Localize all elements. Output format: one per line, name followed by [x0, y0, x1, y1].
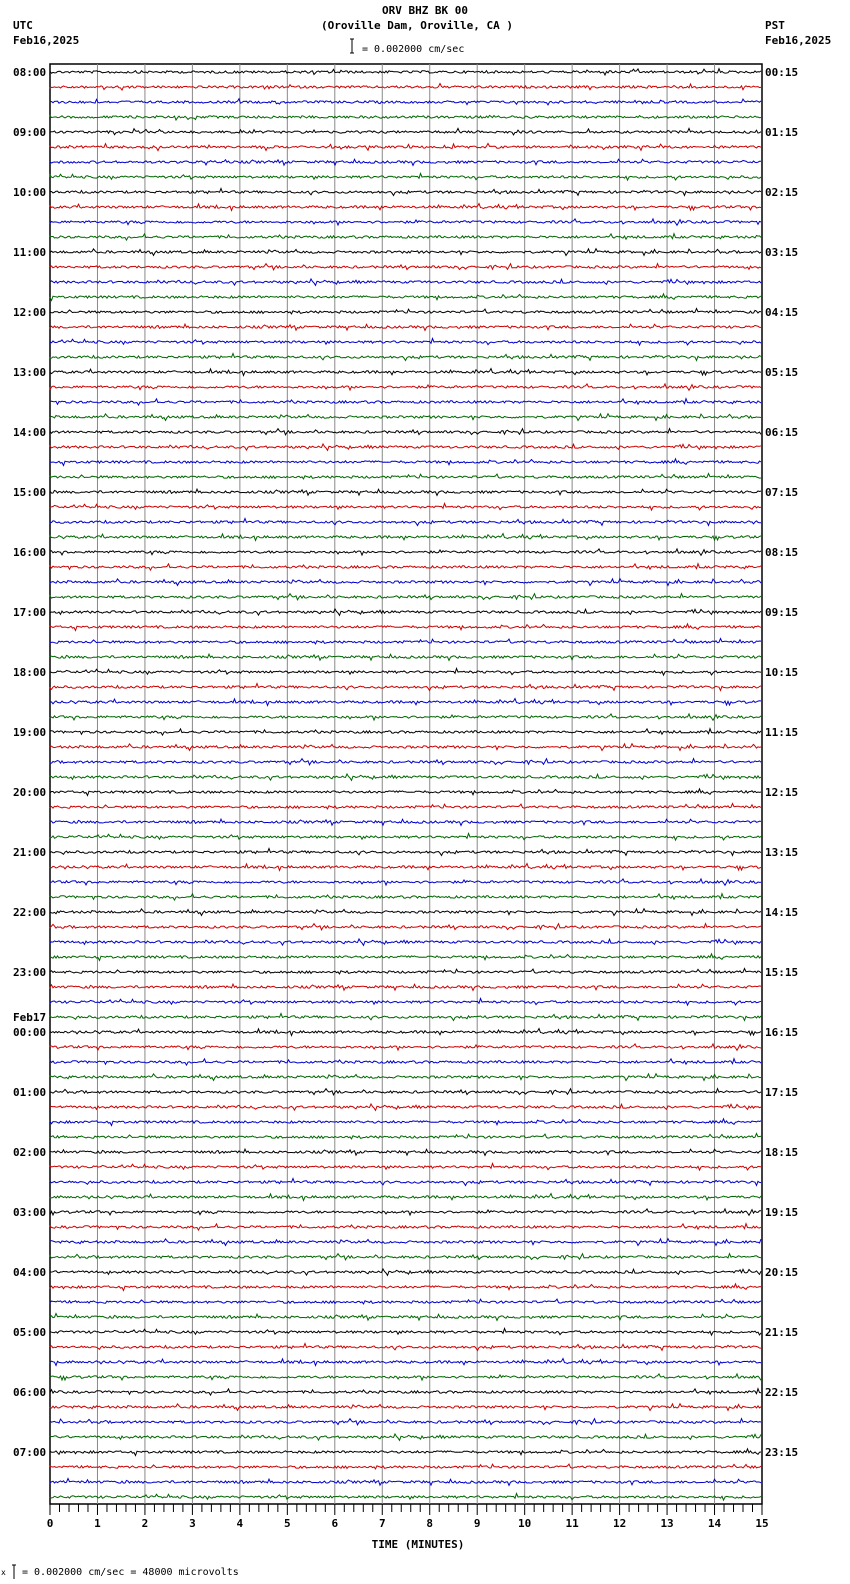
utc-hour-label: 01:00: [13, 1086, 47, 1099]
utc-hour-label: 15:00: [13, 486, 47, 499]
pst-hour-label: 17:15: [765, 1086, 799, 1099]
trace-line: [50, 414, 761, 421]
utc-hour-label: 22:00: [13, 906, 47, 919]
trace-line: [50, 894, 761, 900]
left-time-labels: [13, 66, 46, 1459]
trace-line: [50, 609, 761, 615]
trace-line: [50, 1029, 761, 1036]
trace-line: [50, 399, 761, 405]
trace-line: [50, 1464, 761, 1469]
trace-line: [50, 1344, 761, 1351]
trace-line: [50, 1239, 761, 1246]
utc-hour-label: 10:00: [13, 186, 47, 199]
utc-hour-label: 05:00: [13, 1326, 47, 1339]
x-axis-label: TIME (MINUTES): [371, 1538, 465, 1551]
utc-hour-label: 08:00: [13, 66, 47, 79]
trace-line: [50, 1119, 761, 1126]
trace-line: [50, 1359, 761, 1366]
trace-line: [50, 159, 761, 165]
trace-line: [50, 744, 761, 751]
trace-line: [50, 759, 761, 765]
trace-line: [50, 1494, 761, 1501]
trace-line: [50, 714, 761, 720]
grid: [50, 64, 762, 1504]
trace-line: [50, 1134, 761, 1139]
trace-line: [50, 774, 761, 780]
trace-line: [50, 684, 761, 691]
trace-line: [50, 204, 761, 211]
pst-hour-label: 11:15: [765, 726, 799, 739]
trace-line: [50, 128, 761, 135]
pst-hour-label: 16:15: [765, 1026, 799, 1039]
trace-line: [50, 669, 761, 676]
footer-prefix: x: [1, 1568, 6, 1577]
x-tick-label: 0: [46, 1517, 54, 1530]
pst-hour-label: 20:15: [765, 1266, 799, 1279]
trace-line: [50, 1329, 761, 1336]
trace-line: [50, 1419, 761, 1425]
trace-line: [50, 249, 761, 256]
pst-hour-label: 22:15: [765, 1386, 799, 1399]
station-title: ORV BHZ BK 00: [381, 4, 469, 17]
trace-line: [50, 984, 761, 990]
trace-line: [50, 1104, 761, 1110]
trace-line: [50, 1374, 761, 1380]
utc-hour-label: 17:00: [13, 606, 47, 619]
trace-line: [50, 504, 761, 511]
utc-hour-label: 18:00: [13, 666, 47, 679]
trace-line: [50, 819, 761, 825]
x-tick-label: 12: [612, 1517, 627, 1530]
trace-line: [50, 639, 761, 644]
trace-line: [50, 564, 761, 570]
trace-line: [50, 1149, 761, 1155]
trace-line: [50, 939, 761, 945]
pst-hour-label: 03:15: [765, 246, 799, 259]
utc-hour-label: 20:00: [13, 786, 47, 799]
x-tick-label: 10: [518, 1517, 532, 1530]
pst-hour-label: 14:15: [765, 906, 799, 919]
x-tick-label: 4: [236, 1517, 244, 1530]
trace-line: [50, 1014, 761, 1021]
trace-line: [50, 489, 761, 495]
x-tick-label: 11: [565, 1517, 579, 1530]
pst-hour-label: 01:15: [765, 126, 799, 139]
trace-line: [50, 69, 761, 75]
footer-scale-bar-icon: [12, 1565, 16, 1579]
trace-line: [50, 1179, 761, 1186]
traces: [50, 69, 761, 1500]
pst-hour-label: 02:15: [765, 186, 799, 199]
trace-line: [50, 264, 761, 270]
right-time-labels: [765, 66, 798, 1459]
trace-line: [50, 115, 761, 120]
x-tick-label: 8: [426, 1517, 434, 1530]
trace-line: [50, 1059, 761, 1065]
trace-line: [50, 864, 761, 871]
trace-line: [50, 429, 761, 435]
utc-hour-label: 16:00: [13, 546, 47, 559]
utc-hour-label: 07:00: [13, 1446, 47, 1459]
pst-hour-label: 05:15: [765, 366, 799, 379]
pst-hour-label: 04:15: [765, 306, 799, 319]
trace-line: [50, 1404, 761, 1411]
trace-line: [50, 1434, 761, 1440]
trace-line: [50, 849, 761, 856]
x-tick-label: 6: [331, 1517, 339, 1530]
pst-hour-label: 13:15: [765, 846, 799, 859]
trace-line: [50, 624, 761, 631]
trace-line: [50, 1449, 761, 1456]
trace-line: [50, 834, 761, 841]
trace-line: [50, 579, 761, 586]
x-tick-label: 3: [189, 1517, 196, 1530]
trace-line: [50, 444, 761, 450]
left-date: Feb16,2025: [13, 34, 80, 47]
trace-line: [50, 1389, 761, 1395]
trace-line: [50, 294, 761, 301]
trace-line: [50, 999, 761, 1006]
trace-line: [50, 99, 761, 105]
utc-hour-label: 06:00: [13, 1386, 47, 1399]
trace-line: [50, 924, 761, 930]
pst-hour-label: 00:15: [765, 66, 799, 79]
trace-line: [50, 1299, 761, 1304]
trace-line: [50, 969, 761, 974]
pst-hour-label: 21:15: [765, 1326, 799, 1339]
trace-line: [50, 534, 761, 541]
trace-line: [50, 234, 761, 240]
utc-hour-label: 11:00: [13, 246, 47, 259]
trace-line: [50, 354, 761, 361]
trace-line: [50, 729, 761, 735]
trace-line: [50, 459, 761, 466]
trace-line: [50, 1254, 761, 1260]
x-tick-label: 13: [660, 1517, 674, 1530]
utc-hour-label: 12:00: [13, 306, 47, 319]
utc-hour-label: 21:00: [13, 846, 47, 859]
trace-line: [50, 594, 761, 600]
trace-line: [50, 143, 761, 150]
trace-line: [50, 954, 761, 961]
trace-line: [50, 384, 761, 390]
x-tick-label: 9: [473, 1517, 481, 1530]
trace-line: [50, 879, 761, 885]
x-tick-label: 1: [94, 1517, 101, 1530]
trace-line: [50, 279, 761, 285]
pst-hour-label: 23:15: [765, 1446, 799, 1459]
x-axis: [47, 1504, 769, 1530]
footer-scale-text: = 0.002000 cm/sec = 48000 microvolts: [22, 1567, 239, 1578]
trace-line: [50, 699, 761, 706]
trace-line: [50, 909, 761, 916]
x-tick-label: 5: [284, 1517, 291, 1530]
trace-line: [50, 1164, 761, 1171]
pst-hour-label: 19:15: [765, 1206, 799, 1219]
left-timezone: UTC: [13, 19, 33, 32]
pst-hour-label: 10:15: [765, 666, 799, 679]
trace-line: [50, 1284, 761, 1291]
trace-line: [50, 1089, 761, 1095]
x-tick-label: 7: [378, 1517, 386, 1530]
pst-hour-label: 06:15: [765, 426, 799, 439]
pst-hour-label: 07:15: [765, 486, 799, 499]
right-date: Feb16,2025: [765, 34, 832, 47]
scale-bar-icon: [350, 39, 354, 53]
date-change-label: Feb17: [13, 1011, 47, 1024]
utc-hour-label: 09:00: [13, 126, 47, 139]
utc-hour-label: 03:00: [13, 1206, 47, 1219]
trace-line: [50, 1209, 761, 1215]
x-tick-label: 15: [755, 1517, 769, 1530]
plot-frame: [50, 64, 762, 1504]
pst-hour-label: 18:15: [765, 1146, 799, 1159]
trace-line: [50, 519, 761, 526]
trace-line: [50, 339, 761, 346]
trace-line: [50, 1269, 761, 1275]
trace-line: [50, 804, 761, 809]
trace-line: [50, 219, 761, 225]
trace-line: [50, 1314, 761, 1321]
trace-line: [50, 174, 761, 181]
x-tick-label: 2: [141, 1517, 149, 1530]
trace-line: [50, 1224, 761, 1230]
trace-line: [50, 1044, 761, 1050]
trace-line: [50, 309, 761, 314]
utc-hour-label: 02:00: [13, 1146, 47, 1159]
pst-hour-label: 12:15: [765, 786, 799, 799]
trace-line: [50, 84, 761, 91]
trace-line: [50, 789, 761, 796]
trace-line: [50, 654, 761, 660]
utc-hour-label: 23:00: [13, 966, 47, 979]
utc-hour-label: 14:00: [13, 426, 47, 439]
pst-hour-label: 09:15: [765, 606, 799, 619]
trace-line: [50, 549, 761, 555]
right-timezone: PST: [765, 19, 785, 32]
trace-line: [50, 324, 761, 330]
pst-hour-label: 08:15: [765, 546, 799, 559]
x-tick-label: 14: [707, 1517, 722, 1530]
station-location: (Oroville Dam, Oroville, CA ): [320, 19, 514, 32]
scale-text: = 0.002000 cm/sec: [362, 44, 465, 55]
trace-line: [50, 474, 761, 479]
utc-hour-label: 04:00: [13, 1266, 47, 1279]
pst-hour-label: 15:15: [765, 966, 799, 979]
trace-line: [50, 1074, 761, 1081]
trace-line: [50, 369, 761, 376]
utc-hour-label: 00:00: [13, 1026, 47, 1039]
utc-hour-label: 13:00: [13, 366, 47, 379]
trace-line: [50, 189, 761, 196]
trace-line: [50, 1479, 761, 1486]
utc-hour-label: 19:00: [13, 726, 47, 739]
trace-line: [50, 1194, 761, 1201]
